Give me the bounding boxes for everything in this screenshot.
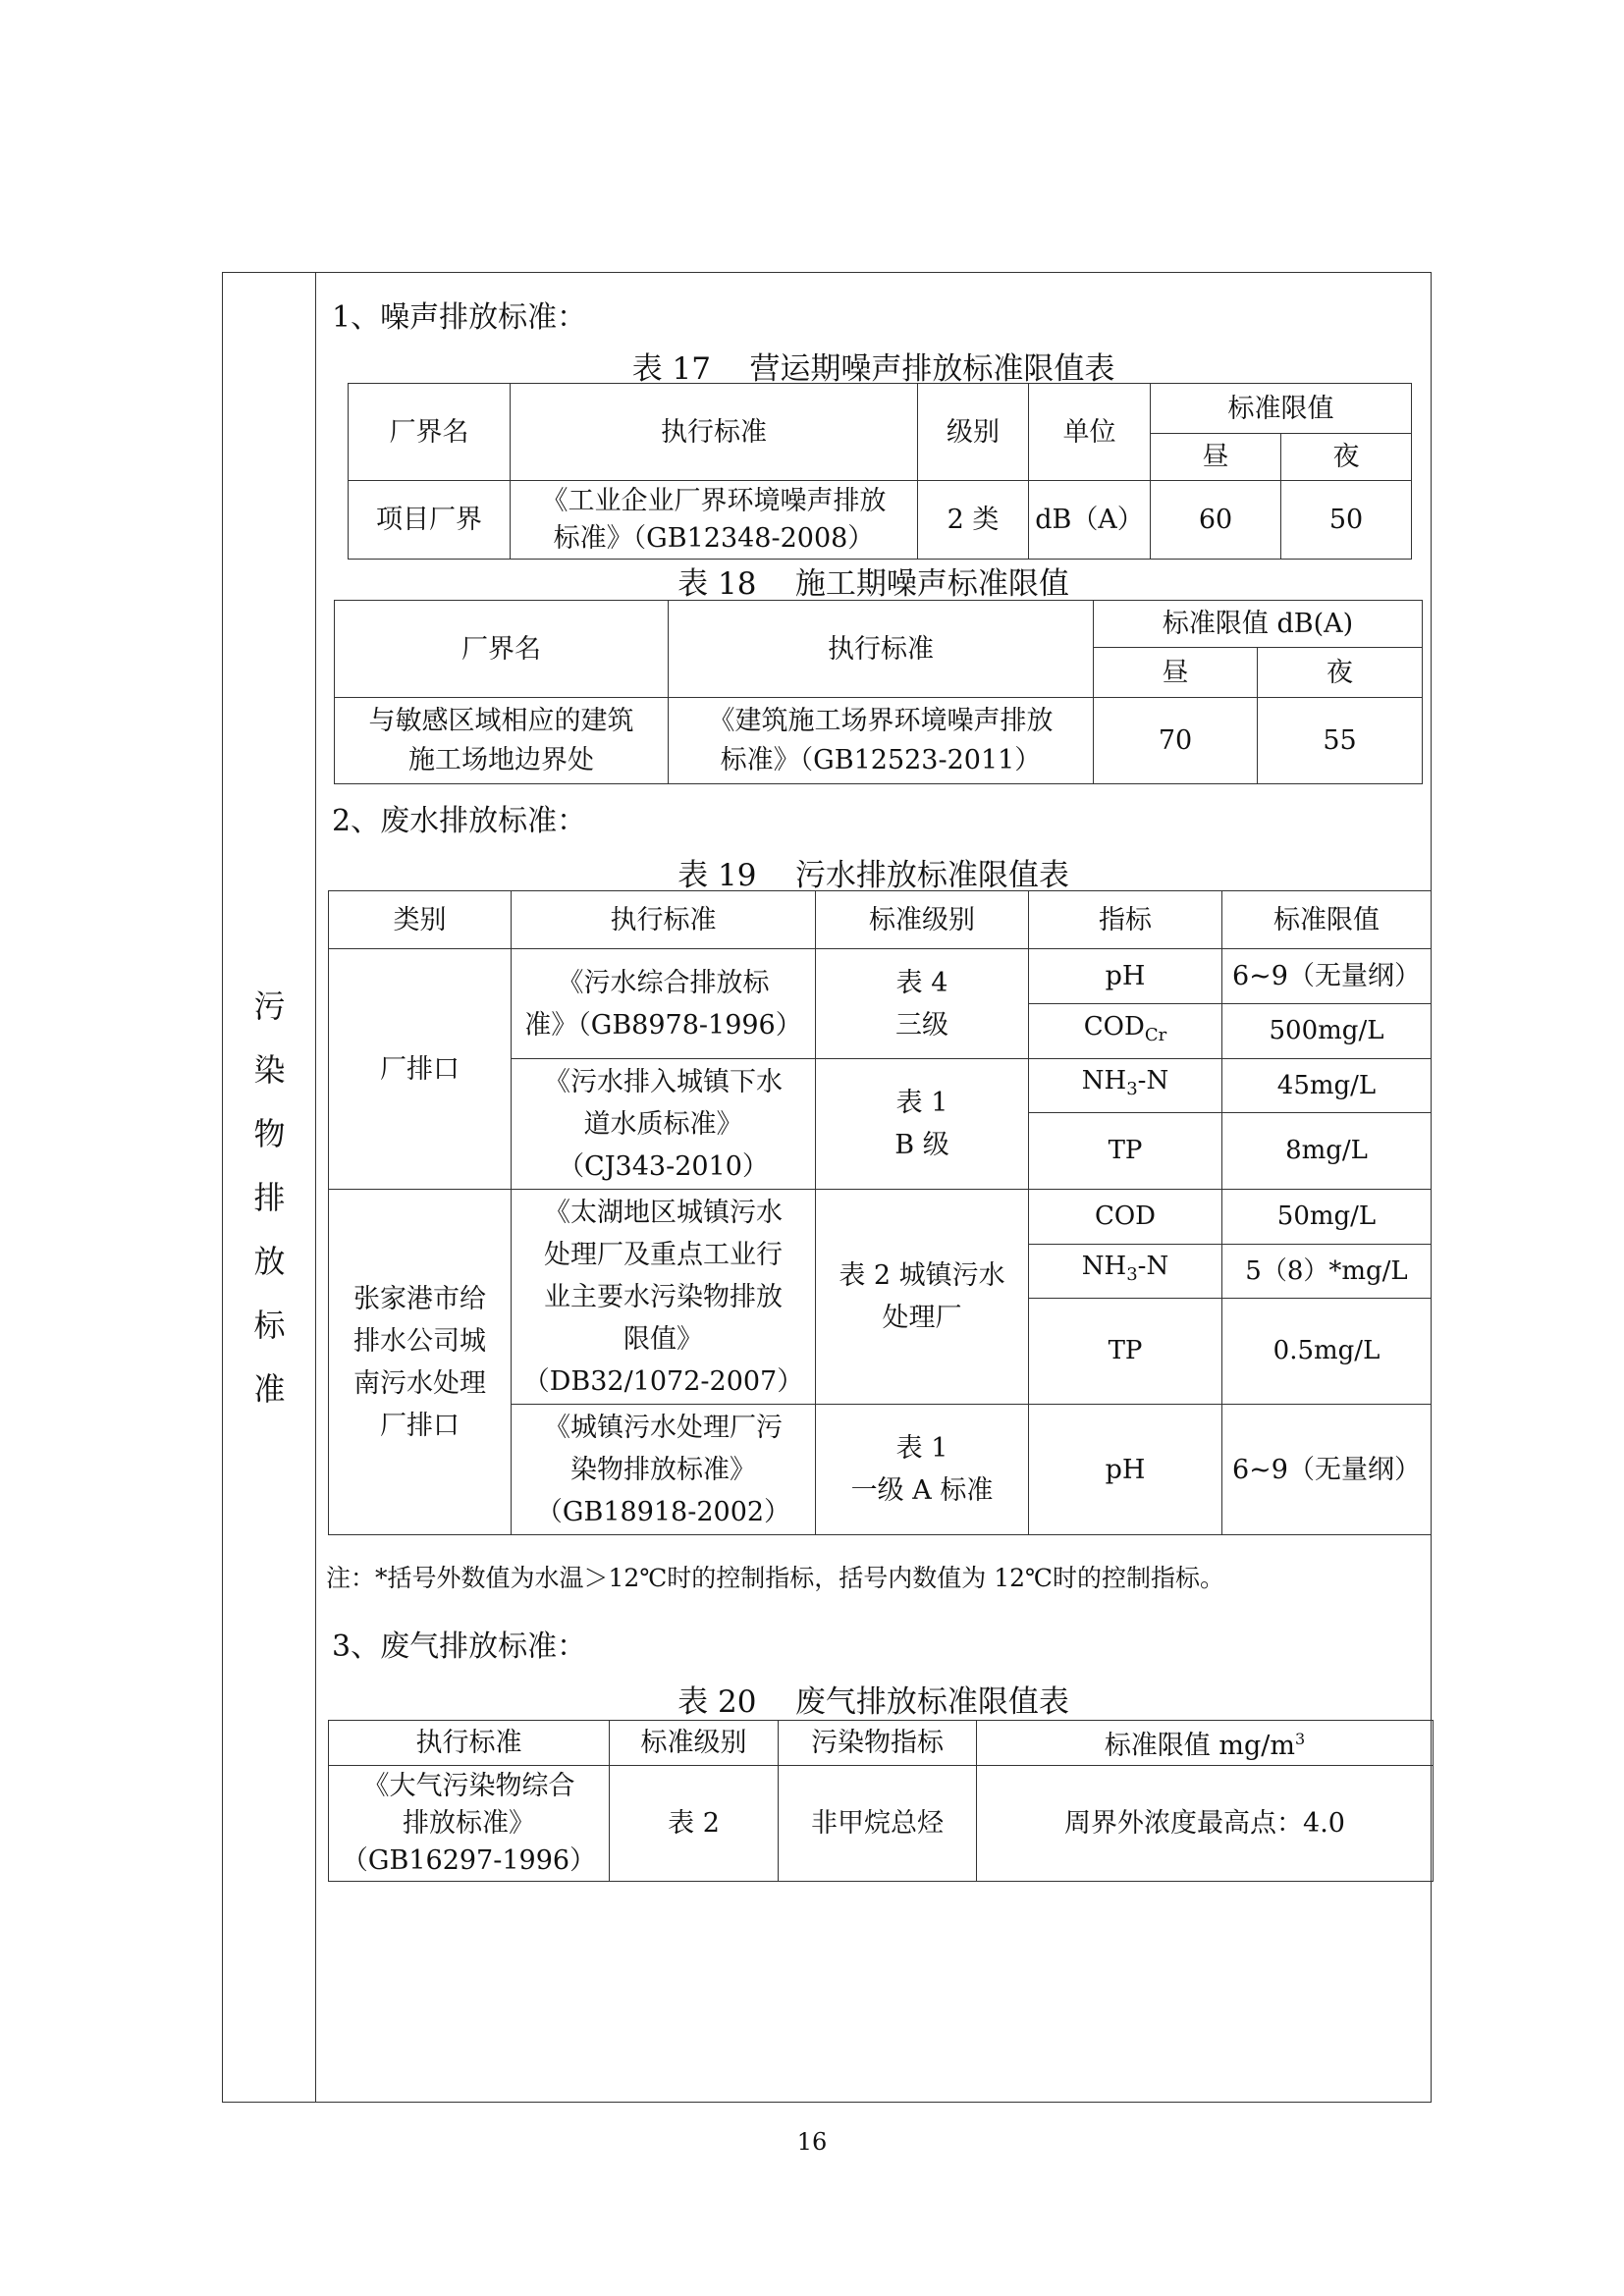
table19-limit-tp: 8mg/L [1222, 1113, 1432, 1190]
side-label: 污 染 物 排 放 标 准 [253, 988, 286, 1408]
table17-cell-unit: dB（A） [1029, 481, 1151, 560]
table19-indicator-tp: TP [1029, 1113, 1222, 1190]
table20-cell-level: 表 2 [610, 1766, 779, 1882]
table20-header-level: 标准级别 [610, 1721, 779, 1766]
table18-header-standard: 执行标准 [669, 601, 1094, 698]
table19-category-plant-outlet: 厂排口 [329, 949, 512, 1190]
table19-indicator-ph: pH [1029, 949, 1222, 1004]
table17-cell-level: 2 类 [918, 481, 1029, 560]
table18-cell-boundary: 与敏感区域相应的建筑 施工场地边界处 [335, 698, 669, 784]
table19-level-table2: 表 2 城镇污水 处理厂 [816, 1190, 1029, 1405]
table18 [334, 600, 1423, 784]
content-area [316, 273, 1431, 2102]
table19-standard-gb18918: 《城镇污水处理厂污 染物排放标准》 （GB18918-2002） [512, 1405, 816, 1535]
table18-cell-standard: 《建筑施工场界环境噪声排放 标准》（GB12523-2011） [669, 698, 1094, 784]
table20-cell-standard: 《大气污染物综合 排放标准》 （GB16297-1996） [329, 1766, 610, 1882]
table19-limit-cod: 50mg/L [1222, 1190, 1432, 1245]
table17 [348, 383, 1412, 560]
side-label-column [223, 273, 316, 2102]
table19-limit-nh3n-2: 5（8）*mg/L [1222, 1245, 1432, 1299]
table19-header-category: 类别 [329, 891, 512, 949]
table20-header-limit: 标准限值 $mg/m^3$ [977, 1721, 1434, 1766]
table17-cell-night: 50 [1281, 481, 1412, 560]
table19-note: 注：*括号外数值为水温＞12℃时的控制指标，括号内数值为 12℃时的控制指标。 [326, 1564, 1225, 1592]
table19 [328, 890, 1432, 1535]
table19-level-table1-b: 表 1 B 级 [816, 1059, 1029, 1190]
table19-limit-ph: 6~9（无量纲） [1222, 949, 1432, 1004]
table19-level-table1-a: 表 1 一级 A 标准 [816, 1405, 1029, 1535]
table17-header-unit: 单位 [1029, 384, 1151, 481]
table19-standard-db32: 《太湖地区城镇污水 处理厂及重点工业行 业主要水污染物排放 限值》 （DB32/1072-2007） [512, 1190, 816, 1405]
table19-indicator-cod: COD [1029, 1190, 1222, 1245]
table20-header-standard: 执行标准 [329, 1721, 610, 1766]
table19-limit-nh3n: 45mg/L [1222, 1059, 1432, 1113]
table18-header-limit: 标准限值 dB(A) [1094, 601, 1423, 648]
table18-cell-day: 70 [1094, 698, 1258, 784]
document-frame [222, 272, 1432, 2103]
table18-header-boundary: 厂界名 [335, 601, 669, 698]
table19-indicator-tp-2: TP [1029, 1299, 1222, 1405]
table17-header-standard: 执行标准 [511, 384, 918, 481]
table17-header-limit: 标准限值 [1151, 384, 1412, 434]
table18-cell-night: 55 [1258, 698, 1423, 784]
table19-header-indicator: 指标 [1029, 891, 1222, 949]
table17-cell-day: 60 [1151, 481, 1281, 560]
table20-caption: 表 20 废气排放标准限值表 [677, 1684, 1069, 1720]
table19-level-table4: 表 4 三级 [816, 949, 1029, 1059]
section3-heading: 3、废气排放标准： [332, 1629, 587, 1664]
table20 [328, 1720, 1434, 1882]
section1-heading: 1、噪声排放标准： [332, 300, 587, 335]
table18-header-night: 夜 [1258, 648, 1423, 698]
table20-header-indicator: 污染物指标 [779, 1721, 977, 1766]
table19-category-wastewater-plant: 张家港市给 排水公司城 南污水处理 厂排口 [329, 1190, 512, 1535]
table20-cell-indicator: 非甲烷总烃 [779, 1766, 977, 1882]
table19-limit-ph-2: 6~9（无量纲） [1222, 1405, 1432, 1535]
table19-standard-gb8978: 《污水综合排放标 准》（GB8978-1996） [512, 949, 816, 1059]
table19-indicator-nh3n: $NH_3-N$ [1029, 1059, 1222, 1113]
table17-cell-standard: 《工业企业厂界环境噪声排放 标准》（GB12348-2008） [511, 481, 918, 560]
table19-limit-tp-2: 0.5mg/L [1222, 1299, 1432, 1405]
page-number: 16 [796, 2128, 828, 2156]
table17-cell-boundary: 项目厂界 [349, 481, 511, 560]
table19-indicator-nh3n-2: $NH_3-N$ [1029, 1245, 1222, 1299]
table17-caption: 表 17 营运期噪声排放标准限值表 [631, 351, 1115, 387]
table17-header-boundary: 厂界名 [349, 384, 511, 481]
table19-standard-cj343: 《污水排入城镇下水 道水质标准》 （CJ343-2010） [512, 1059, 816, 1190]
table18-header-day: 昼 [1094, 648, 1258, 698]
table18-caption: 表 18 施工期噪声标准限值 [677, 566, 1069, 602]
table19-header-standard: 执行标准 [512, 891, 816, 949]
table17-header-day: 昼 [1151, 434, 1281, 481]
section2-heading: 2、废水排放标准： [332, 804, 587, 838]
table19-header-level: 标准级别 [816, 891, 1029, 949]
table19-indicator-ph-2: pH [1029, 1405, 1222, 1535]
table19-caption: 表 19 污水排放标准限值表 [677, 858, 1069, 893]
table17-header-level: 级别 [918, 384, 1029, 481]
table19-indicator-codcr: $COD_{Cr}$ [1029, 1004, 1222, 1059]
table19-header-limit: 标准限值 [1222, 891, 1432, 949]
table20-cell-limit: 周界外浓度最高点：4.0 [977, 1766, 1434, 1882]
table17-header-night: 夜 [1281, 434, 1412, 481]
table19-limit-codcr: 500mg/L [1222, 1004, 1432, 1059]
